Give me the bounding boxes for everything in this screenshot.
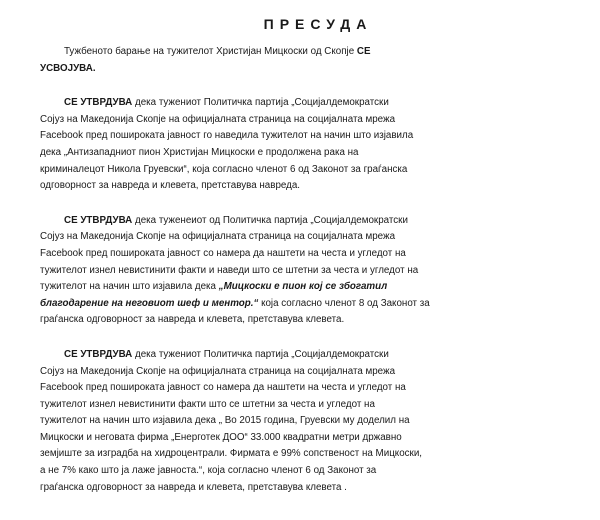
p3-line-2: Сојуз на Македонија Скопје на официјалната страница на социјалната мрежа: [40, 231, 396, 243]
p4-line-2: Сојуз на Македонија Скопје на официјалната страница на социјалната мрежа: [40, 365, 396, 377]
p2-bold: СЕ УТВРДУВА: [64, 97, 133, 109]
p1-bold-2: УСВОЈУВА.: [40, 62, 96, 74]
paragraph-defamation-finding-1: [40, 213, 572, 329]
p4-line-3: Facebook пред пошироката јавност со намера да наштети на честа и угледот на: [40, 382, 406, 394]
paragraph-insult-finding: [40, 95, 572, 195]
p4-bold: СЕ УТВРДУВА: [64, 348, 133, 360]
p3-line-3: Facebook пред пошироката јавност со намера да наштети на честа и угледот на: [40, 247, 406, 259]
p4-line-9: граѓанска одговорност за навреда и клевета, претставува клевета .: [40, 481, 347, 493]
p2-line-4: дека „Антизападниот пион Христијан Мицкоски е продолжена рака на: [40, 146, 359, 158]
p3-quote-2: благодарение на неговиот шеф и ментор.“: [40, 297, 259, 309]
p2-line-6: одговорност за навреда и клевета, претставува навреда.: [40, 180, 301, 192]
p3-line-4: тужителот изнел невистинити факти и наведи што се штетни за честа и угледот на: [40, 264, 419, 276]
p4-line-8: а не 7% како што ја лаже јавноста.“, која согласно членот 6 од Законот за: [40, 465, 377, 477]
p3-bold: СЕ УТВРДУВА: [64, 214, 133, 226]
p2-line-5: криминалецот Никола Груевски“, која согласно членот 6 од Законот за граѓанска: [40, 163, 408, 175]
p3-quote-1: „Мицкоски е пион кој се збогатил: [218, 281, 388, 293]
p2-line-3: Facebook пред пошироката јавност го наведила тужителот на начин што изјавила: [40, 130, 414, 142]
p1-text: Тужбеното барање на тужителот Христијан Мицкоски од Скопје: [64, 46, 357, 57]
p4-line-5: тужителот на начин што изјавила дека „ Во 2015 година, Груевски му доделил на: [40, 415, 410, 427]
p4-line-4: тужителот изнел невистинити факти што се штетни за честа и угледот на: [40, 398, 375, 410]
p1-bold: СЕ: [356, 46, 371, 57]
paragraph-defamation-finding-2: [40, 347, 572, 496]
p4-line-6: Мицкоски и неговата фирма „Енерготек ДОО“ 33.000 квадратни метри државно: [40, 431, 402, 443]
p3-line-5: тужителот на начин што изјавила дека: [40, 281, 219, 293]
p2-line-2: Сојуз на Македонија Скопје на официјалната страница на социјалната мрежа: [40, 113, 396, 125]
paragraph-claim-accepted: [40, 44, 572, 77]
p4-line-7: земјиште за изградба на хидроцентрали. Фирмата е 99% сопственост на Мицкоски,: [40, 448, 423, 460]
p3-line-7: граѓанска одговорност за навреда и клевета, претставува клевета.: [40, 314, 345, 326]
p3-line-1: дека туженеиот од Политичка партија „Социјалдемократски: [132, 214, 408, 226]
p3-line-6: која согласно членот 8 од Законот за: [258, 297, 430, 309]
document-title: ПРЕСУДА: [263, 16, 373, 32]
p2-line-1: дека тужениот Политичка партија „Социјалдемократски: [132, 97, 389, 109]
p4-line-1: дека тужениот Политичка партија „Социјалдемократски: [132, 348, 389, 360]
